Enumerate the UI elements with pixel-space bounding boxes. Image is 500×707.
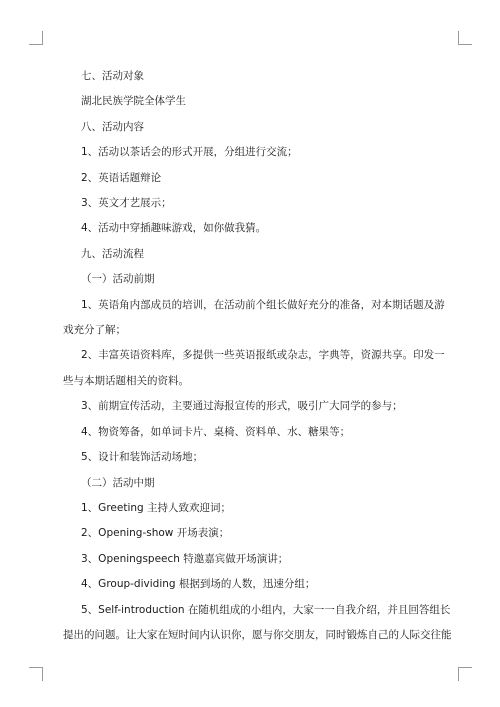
heading-activity-content: 八、活动内容 (81, 120, 144, 133)
list-item: 1、Greeting 主持人致欢迎词； (81, 501, 232, 514)
list-item: 2、英语话题辩论 (81, 171, 162, 184)
crop-mark-bottom-right (458, 667, 472, 668)
list-item: 1、英语角内部成员的培训，在活动前个组长做好充分的准备，对本期话题及游 (81, 298, 445, 311)
list-item: 4、Group-dividing 根据到场的人数，迅速分组； (81, 578, 316, 591)
list-item: 2、Opening-show 开场表演； (81, 527, 230, 540)
list-item-continuation: 提出的问题。让大家在短时间内认识你，愿与你交朋友，同时锻炼自己的人际交往能 (63, 628, 452, 641)
list-item-continuation: 戏充分了解； (63, 324, 126, 337)
crop-mark-top-left (29, 44, 43, 45)
crop-mark-bottom-left (42, 667, 43, 681)
list-item: 2、丰富英语资料库，多提供一些英语报纸或杂志，字典等，资源共享。印发一 (81, 349, 445, 362)
crop-mark-top-left (42, 31, 43, 45)
list-item: 4、物资筹备，如单词卡片、桌椅、资料单、水、糖果等； (81, 425, 351, 438)
subheading-middle-stage: （二）活动中期 (81, 476, 155, 489)
crop-mark-top-right (458, 44, 472, 45)
list-item: 1、活动以茶话会的形式开展，分组进行交流； (81, 146, 298, 159)
list-item: 4、活动中穿插趣味游戏，如你做我猜。 (81, 222, 267, 235)
list-item: 3、前期宣传活动，主要通过海报宣传的形式，吸引广大同学的参与； (81, 400, 403, 413)
list-item: 3、Openingspeech 特邀嘉宾做开场演讲； (81, 552, 289, 565)
crop-mark-bottom-left (29, 667, 43, 668)
list-item: 5、设计和装饰活动场地； (81, 451, 204, 464)
list-item: 3、英文才艺展示； (81, 197, 172, 210)
body-text: 湖北民族学院全体学生 (81, 95, 186, 108)
subheading-early-stage: （一）活动前期 (81, 273, 155, 286)
heading-activity-process: 九、活动流程 (81, 247, 144, 260)
list-item-continuation: 些与本期话题相关的资料。 (63, 374, 189, 387)
crop-mark-top-right (458, 31, 459, 45)
document-body (63, 64, 456, 648)
heading-activity-target: 七、活动对象 (81, 70, 144, 82)
crop-mark-bottom-right (458, 667, 459, 681)
list-item: 5、Self-introduction 在随机组成的小组内，大家一一自我介绍，并且回答组长 (81, 603, 451, 616)
